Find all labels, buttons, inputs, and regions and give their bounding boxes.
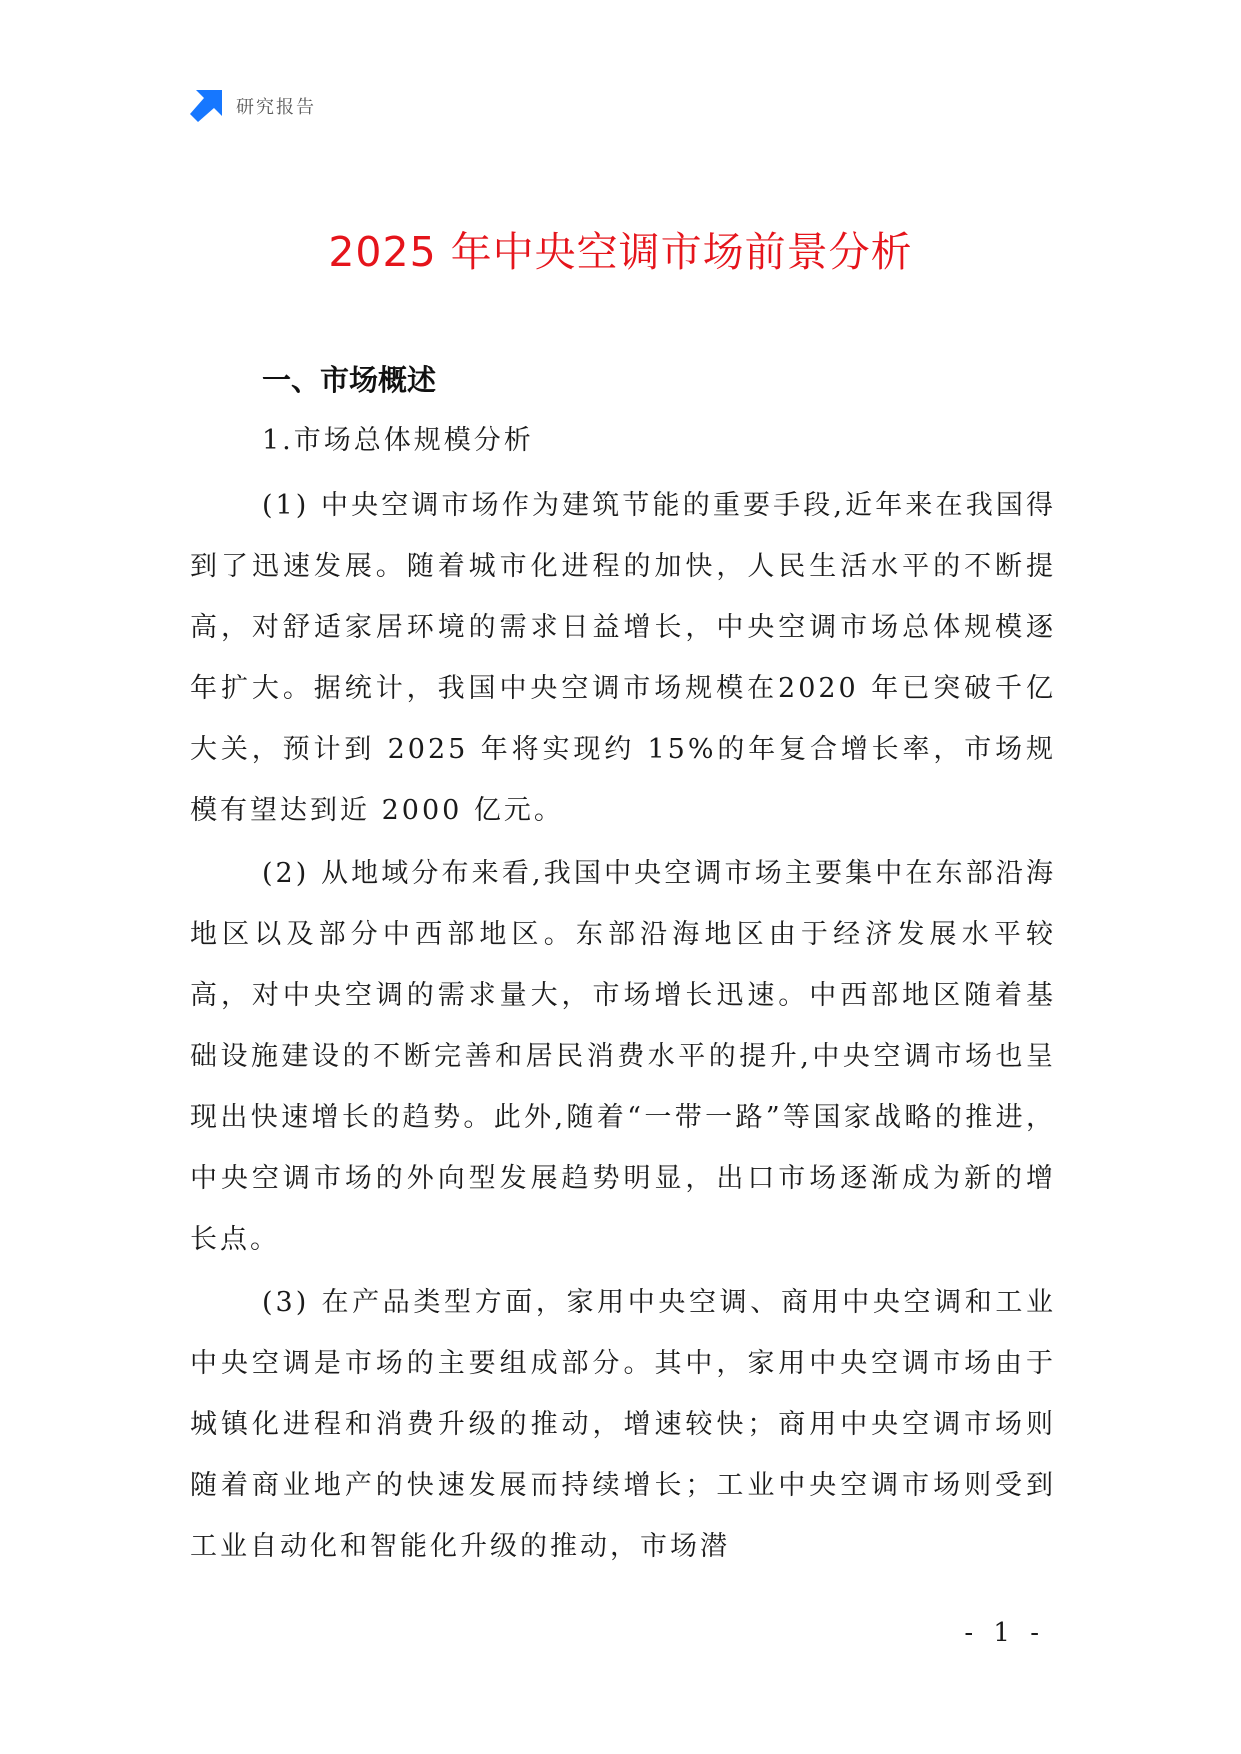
paragraph-3: (3) 在产品类型方面，家用中央空调、商用中央空调和工业中央空调是市场的主要组成部分。其中，家用中央空调市场由于城镇化进程和消费升级的推动，增速较快；商用中央空调市场则随着商业地产的快速发展而持续增长；工业中央空调市场则受到工业自动化和智能化升级的推动，市场潜 — [190, 1287, 1056, 1562]
header-label: 研究报告 — [236, 97, 316, 118]
section-heading: 一、市场概述 — [262, 363, 437, 397]
page-number: - 1 - — [964, 1618, 1045, 1648]
document-title: 2025 年中央空调市场前景分析 — [328, 228, 913, 276]
report-header — [190, 90, 316, 122]
arrow-up-right-icon — [190, 90, 222, 122]
paragraph-1: (1) 中央空调市场作为建筑节能的重要手段,近年来在我国得到了迅速发展。随着城市化进程的加快，人民生活水平的不断提高，对舒适家居环境的需求日益增长，中央空调市场总体规模逐年扩大。据统计，我国中央空调市场规模在2020 年已突破千亿大关，预计到 2025 年将实现约 15%的年复合增长率，市场规模有望达到近 2000 亿元。 — [190, 490, 1056, 826]
subsection-heading: 1.市场总体规模分析 — [262, 425, 534, 456]
document-body — [190, 355, 1056, 1577]
paragraph-2: (2) 从地域分布来看,我国中央空调市场主要集中在东部沿海地区以及部分中西部地区。东部沿海地区由于经济发展水平较高，对中央空调的需求量大，市场增长迅速。中西部地区随着基础设施建设的不断完善和居民消费水平的提升,中央空调市场也呈现出快速增长的趋势。此外,随着“一带一路”等国家战略的推进，中央空调市场的外向型发展趋势明显，出口市场逐渐成为新的增长点。 — [190, 858, 1056, 1255]
